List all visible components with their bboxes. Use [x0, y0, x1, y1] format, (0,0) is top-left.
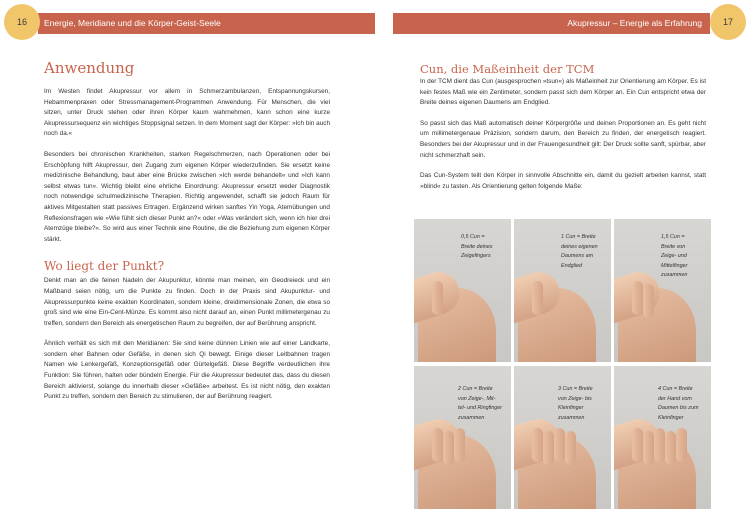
cun-caption: 1 Cun = Breite deines eigenen Daumens am Endglied — [561, 234, 598, 269]
left-page-column — [44, 58, 330, 403]
finger-shape — [454, 428, 465, 462]
anwendung-paragraph-1: Im Westen findet Akupressur vor allem in Schmerzambulanzen, Entspannungskursen, Hebammenpraxen oder Stressmanagement-Programmen Anwendung. Für Menschen, die viel sitzen, unter Druck stehen oder ihren Körper kaum wahrnehmen, kann schon eine kurze Akupressursequenz ein wichtiges Stoppsignal setzen. In dem Moment sagt der Körper: »Ich bin auch noch da.« — [44, 88, 330, 138]
cun-measurement-photo-grid — [414, 219, 711, 509]
cun-photo — [414, 219, 511, 362]
cun-caption: 2 Cun = Breite von Zeige-, Mit- tel- und Ringfinger zusammen — [458, 386, 503, 421]
punkt-paragraph-2: Ähnlich verhält es sich mit den Meridianen: Sie sind keine dünnen Linien wie auf einer Landkarte, sondern eher Bahnen oder Gefäße, in denen sich Qi bewegt. Einige dieser Leitbahnen tragen Namen wie Lenkergefäß, Konzeptionsgefäß oder Gürtelgefäß. Diese Begriffe verdeutlichen ihre Funktion: Sie führen, halten oder bündeln Energie. Für die Akupressur bedeutet das, dass du diesen Bereich aktivierst, solange du innerhalb dieser »Gefäße« arbeitest. Es ist nicht nötig, den exakten Punkt zu treffen, sondern den Bereich zu stimulieren, der auf Berührung reagiert. — [44, 340, 330, 401]
finger-shape — [632, 281, 643, 315]
anwendung-paragraph-2: Besonders bei chronischen Krankheiten, starken Regelschmerzen, nach Operationen oder bei Erschöpfung hilft Akupressur, den Zugang zum eigenen Körper wiederzufinden. Sie ersetzt keine medizinische Behandlung, baut aber eine Brücke zwischen »Ich werde behandelt« und »Ich kann selbst etwas tun«. Wichtig bleibt eine ehrliche Einordnung: Akupressur ersetzt weder Diagnostik noch notwendige schulmedizinische Therapien. Richtig angewendet, schafft sie jedoch Raum für aktives Mitgestalten statt passives Ertragen. Ergänzend wirken sanftes Yin Yoga, Atemübungen und Reflexionsfragen wie »Wie fühlt sich dieser Punkt an?« oder »Was verändert sich, wenn ich hier drei Atemzüge bleibe?«. So wird aus einer Technik eine Routine, die die Beziehung zum eigenen Körper stärkt. — [44, 150, 330, 243]
cun-paragraph-3: Das Cun-System teilt den Körper in sinnvolle Abschnitte ein, damit du gezielt arbeiten kannst, statt »blind« zu tasten. Als Orientierung gelten folgende Maße: — [420, 172, 706, 190]
running-title-right: Akupressur – Energie als Erfahrung — [567, 18, 702, 28]
punkt-heading: Wo liegt der Punkt? — [44, 259, 165, 274]
finger-shape — [532, 281, 543, 315]
cun-photo — [414, 366, 511, 509]
cun-photo — [514, 219, 611, 362]
finger-shape — [643, 431, 654, 465]
cun-caption: 1,5 Cun = Breite von Zeige- und Mittelfinger zusammen — [661, 234, 688, 278]
running-title-left: Energie, Meridiane und die Körper-Geist-Seele — [44, 18, 221, 28]
finger-shape — [643, 284, 654, 318]
finger-shape — [532, 428, 543, 462]
cun-photo — [514, 366, 611, 509]
finger-shape — [432, 428, 443, 462]
right-page-column — [420, 62, 706, 192]
finger-shape — [543, 431, 554, 465]
page-number-left: 16 — [4, 4, 40, 40]
cun-caption: 0,5 Cun = Breite deines Zeigefingers — [461, 234, 493, 259]
finger-shape — [676, 428, 687, 462]
cun-heading: Cun, die Maßeinheit der TCM — [420, 62, 595, 76]
punkt-paragraph-1: Denkt man an die feinen Nadeln der Akupunktur, könnte man meinen, ein Geodreieck und ein Maßband seien nötig, um die Punkte zu finden. Doch in der Praxis sind Akupunktur- und Akupressurpunkte keine exakten Koordinaten, sondern kleine, dreidimensionale Zonen, die etwa so groß sind wie eine Ein-Cent-Münze. Es kommt also nicht darauf an, einen Punkt millimetergenau zu treffen, sondern den Bereich als energetischen Raum zu begreifen, der auf Berührung anspricht. — [44, 277, 330, 327]
finger-shape — [632, 428, 643, 462]
cun-paragraph-2: So passt sich das Maß automatisch deiner Körpergröße und deinen Proportionen an. Es geht nicht um millimetergenaue Präzision, sondern darum, den Bereich zu finden, der energetisch reagiert. Besonders bei der Akupressur und in der Frauengesundheit gilt: Der Druck sollte sanft, spürbar, aber nicht schmerzhaft sein. — [420, 119, 706, 159]
anwendung-heading: Anwendung — [44, 59, 135, 77]
finger-shape — [665, 431, 676, 465]
cun-caption: 3 Cun = Breite von Zeige- bis Kleinfinger zusammen — [558, 386, 593, 421]
cun-photo — [614, 219, 711, 362]
finger-shape — [565, 431, 576, 465]
finger-shape — [432, 281, 443, 315]
finger-shape — [443, 431, 454, 465]
finger-shape — [554, 428, 565, 462]
finger-shape — [654, 428, 665, 462]
page-number-right: 17 — [710, 4, 746, 40]
cun-paragraph-1: In der TCM dient das Cun (ausgesprochen »tsun«) als Maßeinheit zur Orientierung am Körper. Es ist kein festes Maß wie ein Zentimeter, sondern passt sich dem Körper an. Ein Cun entspricht etwa der Breite deines eigenen Daumens am Endglied. — [420, 78, 706, 107]
cun-photo — [614, 366, 711, 509]
cun-caption: 4 Cun = Breite der Hand vom Daumen bis zum Kleinfinger — [658, 386, 699, 421]
